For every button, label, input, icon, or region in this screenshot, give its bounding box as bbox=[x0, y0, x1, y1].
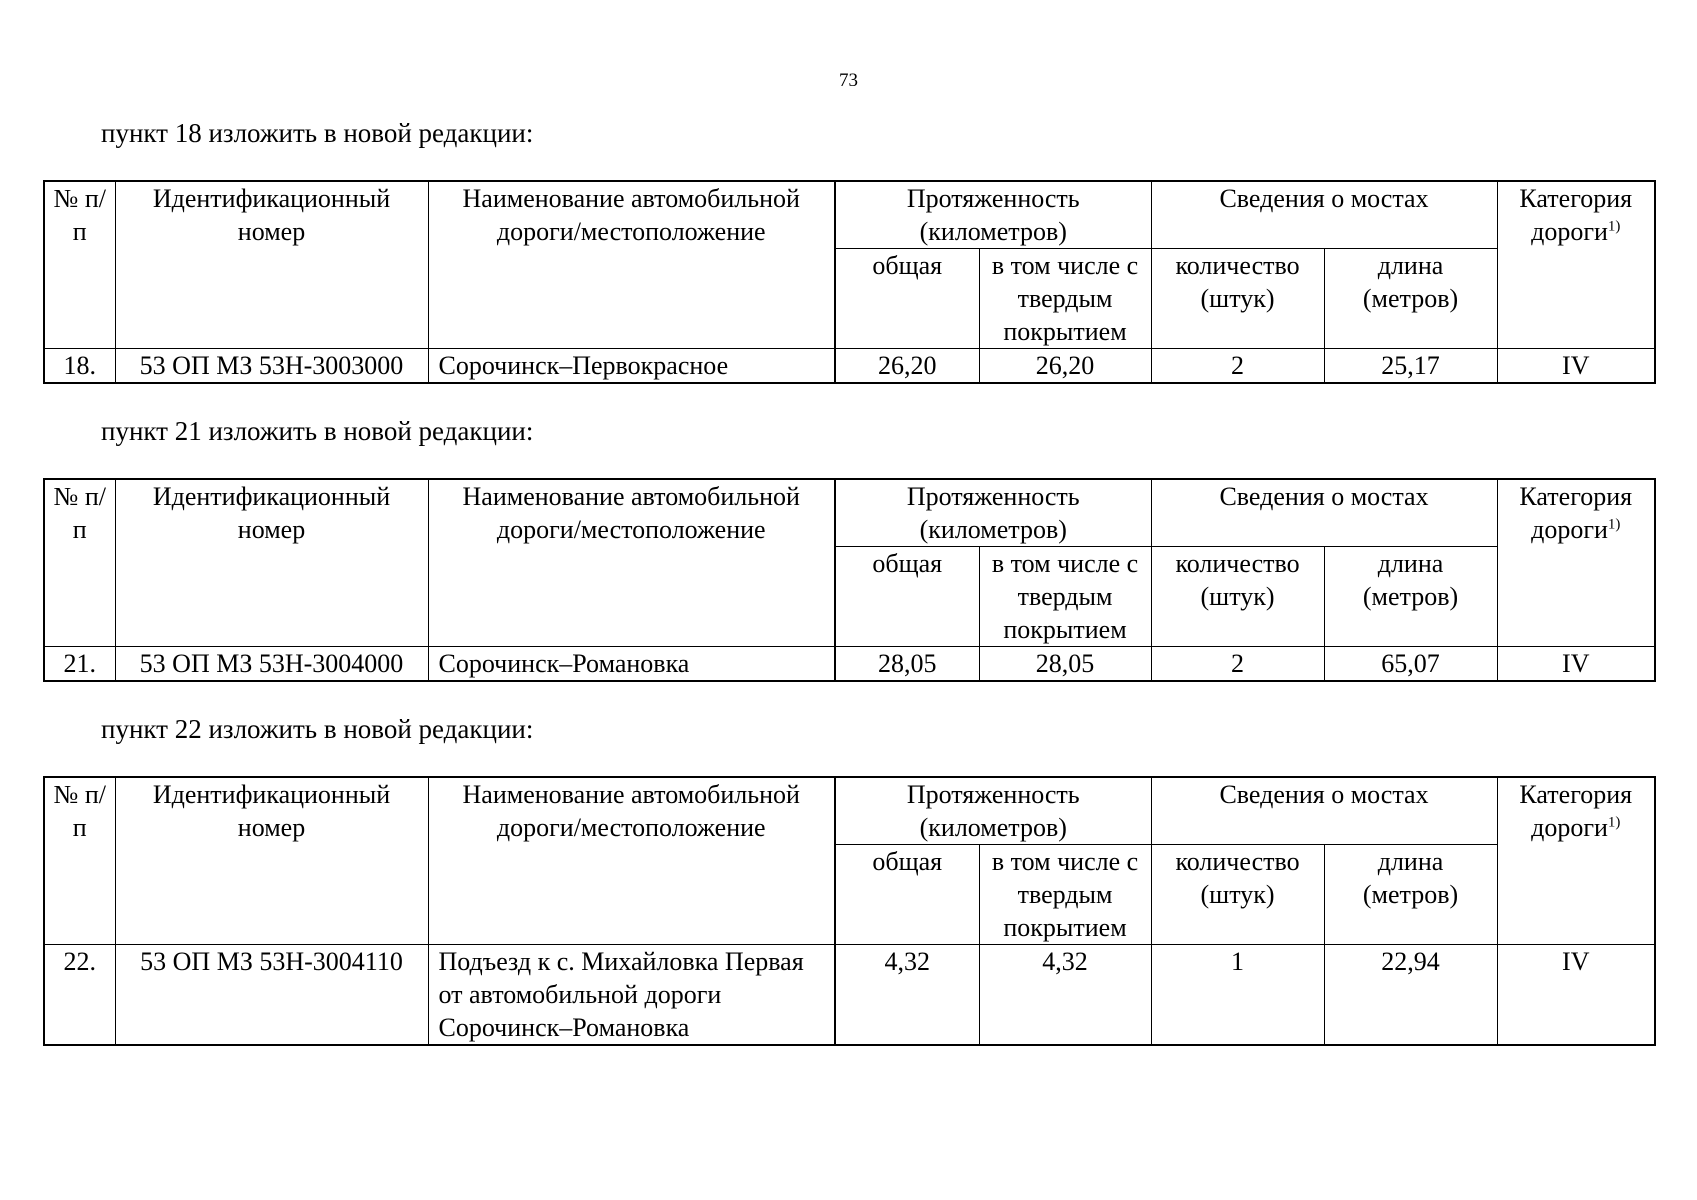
header-bridges-count: количество (штук) bbox=[1151, 249, 1324, 349]
cell-name: Сорочинск–Первокрасное bbox=[428, 349, 835, 384]
cell-bridges-length: 22,94 bbox=[1324, 945, 1497, 1046]
header-bridges-count: количество (штук) bbox=[1151, 845, 1324, 945]
header-category-label: Категория дороги bbox=[1519, 184, 1633, 246]
header-length: Протяженность (километров) bbox=[835, 181, 1151, 249]
header-length: Протяженность (километров) bbox=[835, 479, 1151, 547]
cell-name: Подъезд к с. Михайловка Первая от автомобильной дороги Сорочинск–Романовка bbox=[428, 945, 835, 1046]
page-number: 73 bbox=[839, 70, 858, 91]
cell-bridges-count: 2 bbox=[1151, 647, 1324, 682]
header-length: Протяженность (километров) bbox=[835, 777, 1151, 845]
cell-category: IV bbox=[1497, 647, 1655, 682]
cell-bridges-length: 65,07 bbox=[1324, 647, 1497, 682]
header-category-label: Категория дороги bbox=[1519, 780, 1633, 842]
section-intro: пункт 22 изложить в новой редакции: bbox=[101, 714, 534, 744]
table-row bbox=[44, 349, 1655, 384]
header-bridges: Сведения о мостах bbox=[1151, 777, 1497, 845]
header-category bbox=[1497, 777, 1655, 945]
cell-bridges-count: 1 bbox=[1151, 945, 1324, 1046]
category-footnote-mark: 1) bbox=[1607, 814, 1621, 831]
cell-num: 21. bbox=[44, 647, 115, 682]
header-num: № п/п bbox=[44, 777, 115, 945]
header-id: Идентификационный номер bbox=[115, 479, 428, 647]
section-intro: пункт 18 изложить в новой редакции: bbox=[101, 118, 534, 148]
cell-num: 22. bbox=[44, 945, 115, 1046]
cell-bridges-count: 2 bbox=[1151, 349, 1324, 384]
cell-id: 53 ОП МЗ 53Н-3003000 bbox=[115, 349, 428, 384]
header-length-total: общая bbox=[835, 547, 979, 647]
roads-table bbox=[43, 180, 1656, 384]
category-footnote-mark: 1) bbox=[1607, 516, 1621, 533]
table-row bbox=[44, 647, 1655, 682]
cell-length-paved: 26,20 bbox=[979, 349, 1151, 384]
cell-length-total: 26,20 bbox=[835, 349, 979, 384]
cell-name: Сорочинск–Романовка bbox=[428, 647, 835, 682]
header-bridges-count: количество (штук) bbox=[1151, 547, 1324, 647]
header-length-paved: в том числе с твердым покрытием bbox=[979, 249, 1151, 349]
category-footnote-mark: 1) bbox=[1607, 218, 1621, 235]
cell-length-total: 4,32 bbox=[835, 945, 979, 1046]
cell-length-total: 28,05 bbox=[835, 647, 979, 682]
header-name: Наименование автомобильной дороги/местоположение bbox=[428, 479, 835, 647]
cell-num: 18. bbox=[44, 349, 115, 384]
table-row bbox=[44, 945, 1655, 1046]
cell-length-paved: 28,05 bbox=[979, 647, 1151, 682]
header-bridges-length: длина (метров) bbox=[1324, 845, 1497, 945]
cell-bridges-length: 25,17 bbox=[1324, 349, 1497, 384]
header-name: Наименование автомобильной дороги/местоположение bbox=[428, 777, 835, 945]
section-intro: пункт 21 изложить в новой редакции: bbox=[101, 416, 534, 446]
header-category-label: Категория дороги bbox=[1519, 482, 1633, 544]
header-id: Идентификационный номер bbox=[115, 181, 428, 349]
header-length-total: общая bbox=[835, 249, 979, 349]
cell-id: 53 ОП МЗ 53Н-3004110 bbox=[115, 945, 428, 1046]
header-length-total: общая bbox=[835, 845, 979, 945]
header-length-paved: в том числе с твердым покрытием bbox=[979, 547, 1151, 647]
cell-category: IV bbox=[1497, 945, 1655, 1046]
header-name: Наименование автомобильной дороги/местоположение bbox=[428, 181, 835, 349]
header-length-paved: в том числе с твердым покрытием bbox=[979, 845, 1151, 945]
header-bridges: Сведения о мостах bbox=[1151, 181, 1497, 249]
header-bridges: Сведения о мостах bbox=[1151, 479, 1497, 547]
roads-table bbox=[43, 776, 1656, 1046]
header-num: № п/п bbox=[44, 479, 115, 647]
header-category bbox=[1497, 479, 1655, 647]
cell-length-paved: 4,32 bbox=[979, 945, 1151, 1046]
header-id: Идентификационный номер bbox=[115, 777, 428, 945]
header-bridges-length: длина (метров) bbox=[1324, 547, 1497, 647]
roads-table bbox=[43, 478, 1656, 682]
cell-category: IV bbox=[1497, 349, 1655, 384]
cell-id: 53 ОП МЗ 53Н-3004000 bbox=[115, 647, 428, 682]
header-bridges-length: длина (метров) bbox=[1324, 249, 1497, 349]
header-category bbox=[1497, 181, 1655, 349]
header-num: № п/п bbox=[44, 181, 115, 349]
